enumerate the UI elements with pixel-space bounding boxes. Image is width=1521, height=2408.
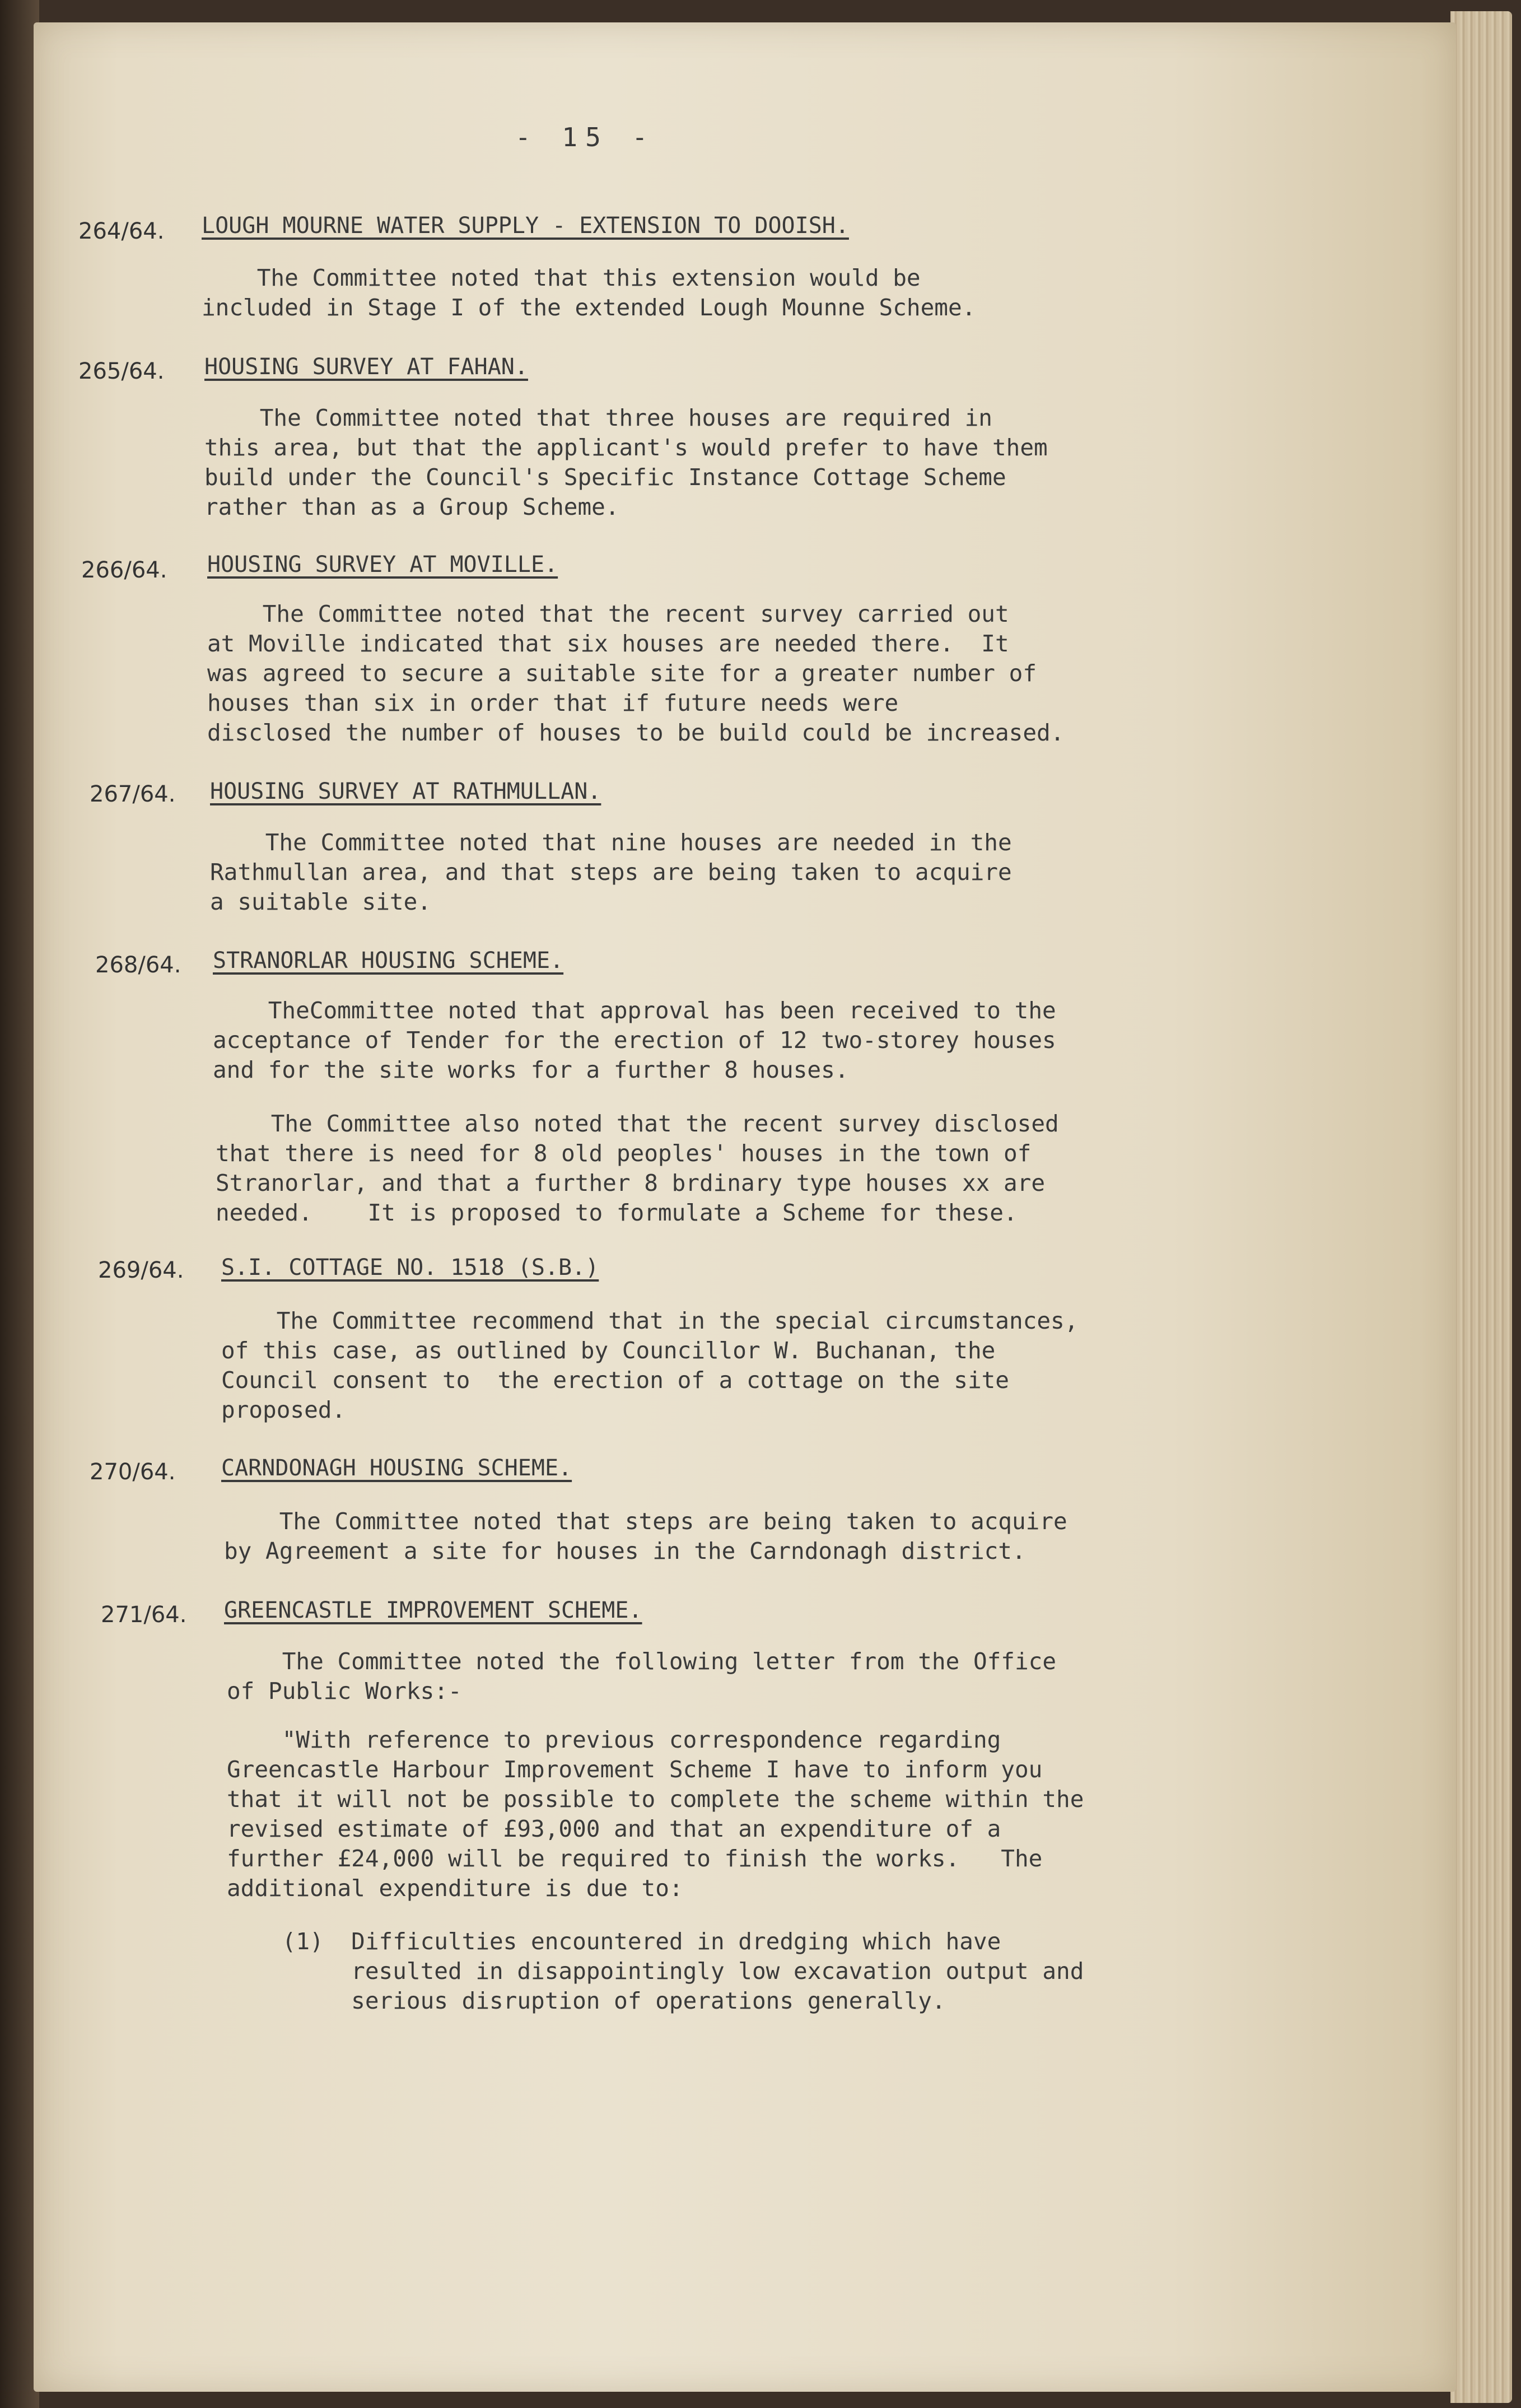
list-item: (1) Difficulties encountered in dredging which have resulted in disappointingly low excavation output and serious disruption of operations generally. (282, 1928, 1084, 2014)
minute-number: 265/64. (78, 358, 165, 384)
minute-heading: CARNDONAGH HOUSING SCHEME. (221, 1455, 572, 1481)
minute-paragraph: The Committee noted that nine houses are needed in the Rathmullan area, and that steps are being taken to acquire a suitable site. (210, 829, 1012, 915)
minute-number: 268/64. (95, 952, 181, 978)
minute-paragraph: The Committee also noted that the recent survey disclosed that there is need for 8 old peoples' houses in the town of Stranorlar, and that a further 8 brdinary type houses xx are needed. It is proposed to formulate a Scheme for these. (216, 1110, 1059, 1226)
minute-paragraph: The Committee recommend that in the special circumstances, of this case, as outlined by Councillor W. Buchanan, the Council consent to the erection of a cottage on the site proposed. (221, 1307, 1079, 1423)
minute-heading: STRANORLAR HOUSING SCHEME. (213, 948, 564, 974)
minute-paragraph: The Committee noted that the recent survey carried out at Moville indicated that six houses are needed there. It was agreed to secure a suitable site for a greater number of houses than six in order that if future needs were disclosed the number of houses to be build could be increased. (207, 600, 1065, 746)
minute-number: 267/64. (90, 781, 176, 807)
minute-number: 266/64. (81, 557, 167, 583)
minute-number: 270/64. (90, 1459, 176, 1485)
minute-number: 269/64. (98, 1257, 184, 1283)
minute-heading: LOUGH MOURNE WATER SUPPLY - EXTENSION TO DOOISH. (202, 213, 849, 239)
minute-heading: S.I. COTTAGE NO. 1518 (S.B.) (221, 1255, 599, 1280)
minute-number: 264/64. (78, 218, 165, 244)
minute-paragraph: TheCommittee noted that approval has been received to the acceptance of Tender for the erection of 12 two-storey houses and for the site works for a further 8 houses. (213, 997, 1056, 1083)
quoted-letter-paragraph: "With reference to previous correspondence regarding Greencastle Harbour Improvement Scheme I have to inform you that it will not be possible to complete the scheme within the revised estimate of £93,000 and that an expenditure of a further £24,000 will be required to finish the works. The additional expenditure is due to: (227, 1726, 1084, 1902)
minute-heading: GREENCASTLE IMPROVEMENT SCHEME. (224, 1597, 642, 1623)
minute-paragraph: The Committee noted that three houses are required in this area, but that the applicant's would prefer to have them build under the Council's Specific Instance Cottage Scheme rather than as a Group Scheme. (204, 404, 1048, 520)
minute-number: 271/64. (101, 1602, 187, 1628)
minute-paragraph: The Committee noted that steps are being taken to acquire by Agreement a site for houses in the Carndonagh district. (224, 1508, 1067, 1564)
minute-heading: HOUSING SURVEY AT FAHAN. (204, 354, 528, 380)
page-stack-edge (1450, 11, 1512, 2403)
minute-heading: HOUSING SURVEY AT MOVILLE. (207, 552, 558, 577)
minute-paragraph: The Committee noted the following letter from the Office of Public Works:- (227, 1648, 1057, 1704)
minute-paragraph: The Committee noted that this extension would be included in Stage I of the extended Lough Mounne Scheme. (202, 264, 976, 321)
document-page (34, 22, 1456, 2392)
minute-heading: HOUSING SURVEY AT RATHMULLAN. (210, 779, 601, 804)
page-number: - 15 - (515, 122, 656, 152)
